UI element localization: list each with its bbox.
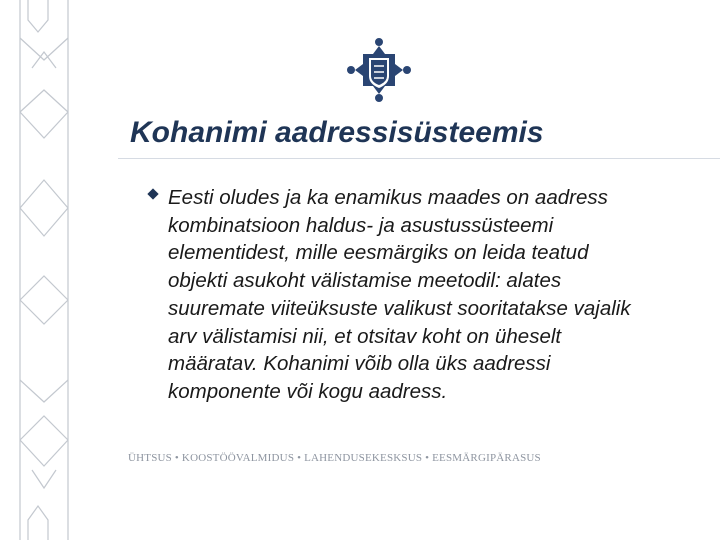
title-divider	[118, 158, 720, 159]
coat-of-arms-emblem-icon	[343, 34, 415, 106]
values-footer: ÜHTSUS • KOOSTÖÖVALMIDUS • LAHENDUSEKESKSUS • EESMÄRGIPÄRASUS	[128, 452, 541, 464]
diamond-bullet-icon	[147, 188, 158, 199]
slide-title: Kohanimi aadressisüsteemis	[130, 116, 544, 149]
bullet-text: Eesti oludes ja ka enamikus maades on aadress kombinatsioon haldus- ja asustussüsteemi elementidest, mille eesmärgiks on leida teatud objekti asukoht välistamise meetodil: alates suuremate viiteüksuste valikust sooritatakse vajalik arv välistamisi nii, et otsitav koht on üheselt määratav. Kohanimi võib olla üks aadressi komponente või kogu aadress.	[168, 186, 631, 403]
decorative-border-ornament	[0, 0, 72, 540]
